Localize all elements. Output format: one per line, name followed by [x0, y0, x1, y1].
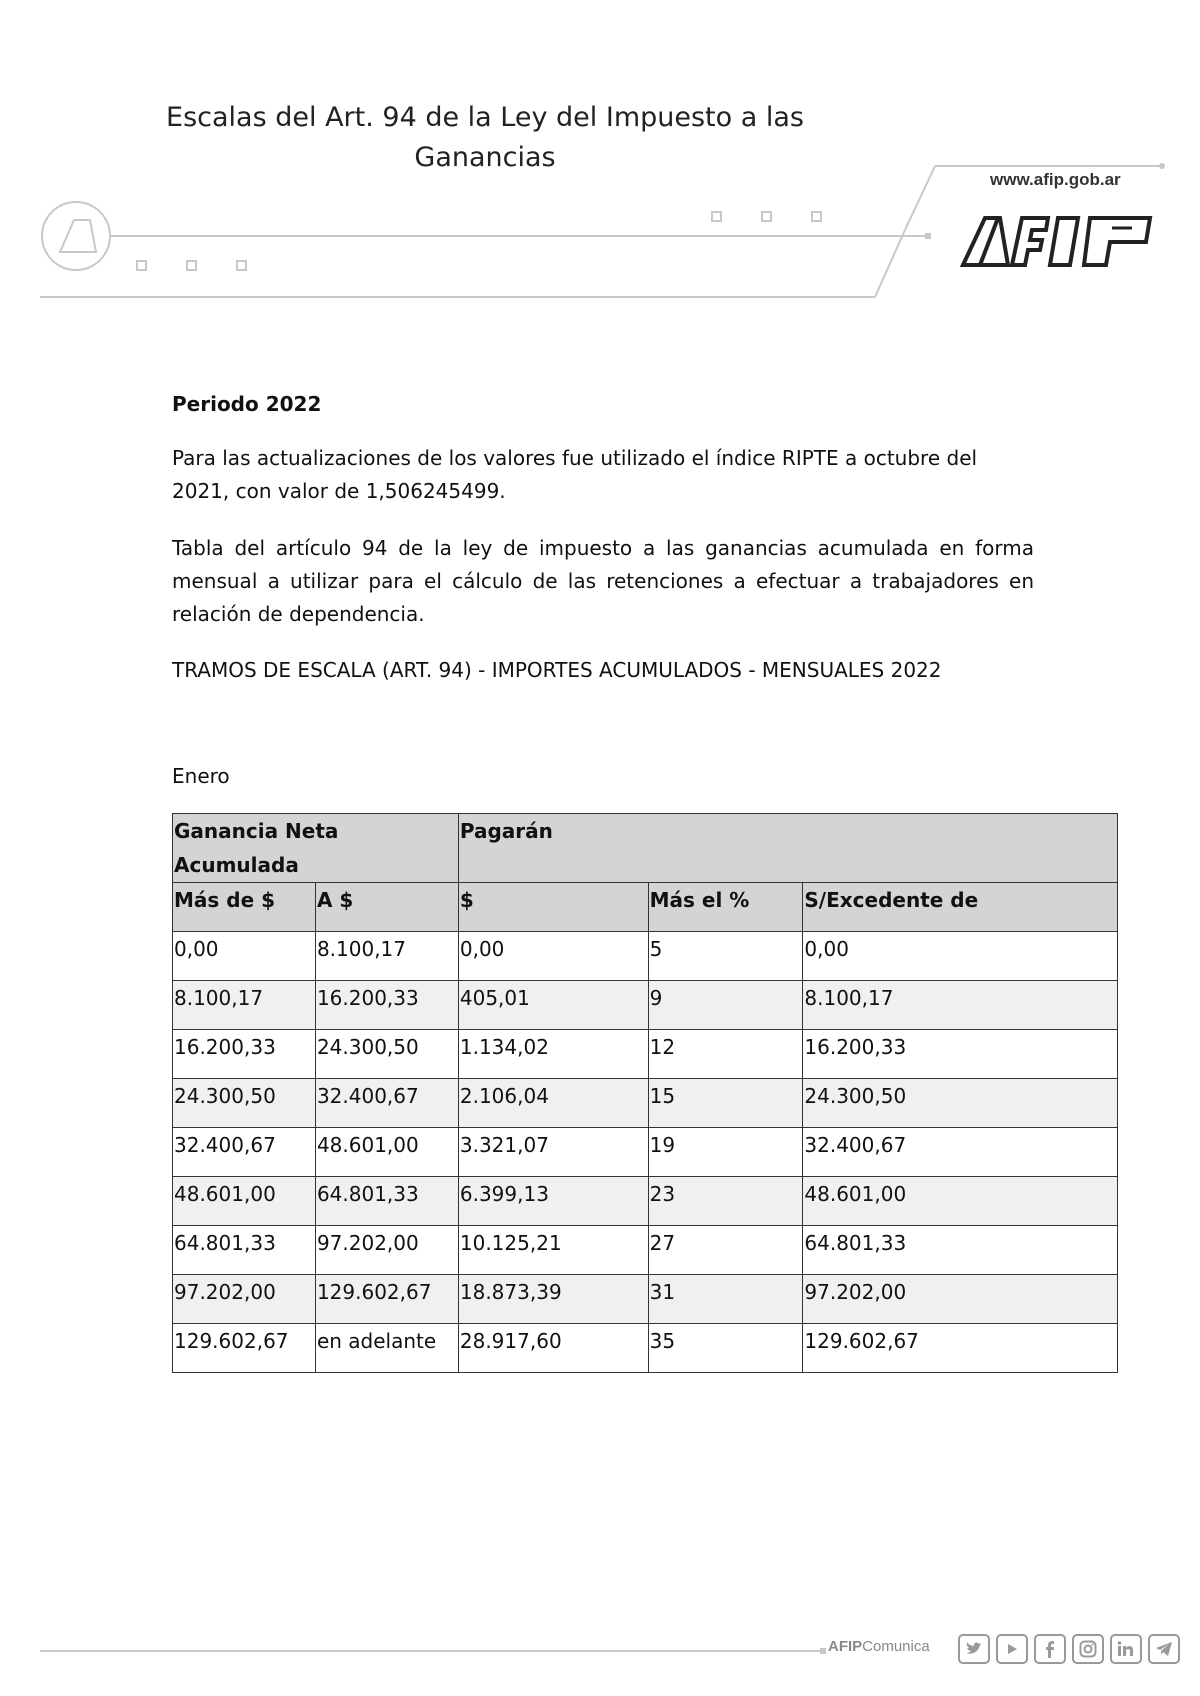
- table-cell: 48.601,00: [803, 1177, 1118, 1226]
- table-cell: 48.601,00: [173, 1177, 316, 1226]
- table-cell: 5: [648, 932, 803, 981]
- month-label: Enero: [172, 764, 230, 788]
- footer-brand: [828, 1638, 930, 1655]
- youtube-icon[interactable]: [996, 1634, 1028, 1664]
- table-cell: 12: [648, 1030, 803, 1079]
- linkedin-icon[interactable]: [1110, 1634, 1142, 1664]
- table-cell: 8.100,17: [803, 981, 1118, 1030]
- table-cell: 8.100,17: [173, 981, 316, 1030]
- column-header: A $: [315, 883, 458, 932]
- table-cell: 32.400,67: [173, 1128, 316, 1177]
- table-cell: 32.400,67: [315, 1079, 458, 1128]
- footer-brand-bold: AFIP: [828, 1638, 863, 1655]
- tabla-paragraph: Tabla del artículo 94 de la ley de impuesto a las ganancias acumulada en forma mensual a utilizar para el cálculo de las retenciones a efectuar a trabajadores en relación de dependencia.: [172, 536, 1034, 626]
- table-cell: 15: [648, 1079, 803, 1128]
- table-cell: 2.106,04: [458, 1079, 648, 1128]
- table-cell: 0,00: [173, 932, 316, 981]
- tax-scale-table: [172, 813, 1118, 1373]
- table-cell: 24.300,50: [173, 1079, 316, 1128]
- column-header: Más de $: [173, 883, 316, 932]
- table-row: [173, 1030, 1118, 1079]
- table-cell: 24.300,50: [315, 1030, 458, 1079]
- site-url[interactable]: www.afip.gob.ar: [990, 170, 1121, 189]
- table-cell: 10.125,21: [458, 1226, 648, 1275]
- table-row: [173, 932, 1118, 981]
- table-cell: 27: [648, 1226, 803, 1275]
- table-cell: 405,01: [458, 981, 648, 1030]
- table-cell: 129.602,67: [315, 1275, 458, 1324]
- table-row: [173, 1275, 1118, 1324]
- table-cell: 0,00: [458, 932, 648, 981]
- table-cell: 24.300,50: [803, 1079, 1118, 1128]
- table-cell: 23: [648, 1177, 803, 1226]
- table-cell: 64.801,33: [315, 1177, 458, 1226]
- table-cell: 8.100,17: [315, 932, 458, 981]
- telegram-icon[interactable]: [1148, 1634, 1180, 1664]
- table-row: [173, 1324, 1118, 1373]
- tramos-title: TRAMOS DE ESCALA (ART. 94) - IMPORTES ACUMULADOS - MENSUALES 2022: [172, 658, 942, 682]
- group-header-ganancia: Ganancia Neta Acumulada: [173, 814, 459, 883]
- table-cell: 28.917,60: [458, 1324, 648, 1373]
- column-header: S/Excedente de: [803, 883, 1118, 932]
- column-header: Más el %: [648, 883, 803, 932]
- footer-divider: [40, 1648, 830, 1654]
- table-cell: 3.321,07: [458, 1128, 648, 1177]
- table-cell: 1.134,02: [458, 1030, 648, 1079]
- table-cell: 6.399,13: [458, 1177, 648, 1226]
- table-cell: 9: [648, 981, 803, 1030]
- table-row: [173, 1079, 1118, 1128]
- table-cell: 16.200,33: [315, 981, 458, 1030]
- instagram-icon[interactable]: [1072, 1634, 1104, 1664]
- table-row: [173, 981, 1118, 1030]
- table-cell: 64.801,33: [803, 1226, 1118, 1275]
- table-cell: 35: [648, 1324, 803, 1373]
- table-cell: 19: [648, 1128, 803, 1177]
- table-cell: 129.602,67: [173, 1324, 316, 1373]
- table-cell: 129.602,67: [803, 1324, 1118, 1373]
- table-column-header-row: [173, 883, 1118, 932]
- group-header-pagaran: Pagarán: [458, 814, 1117, 883]
- table-row: [173, 1177, 1118, 1226]
- column-header: $: [458, 883, 648, 932]
- table-cell: 16.200,33: [803, 1030, 1118, 1079]
- facebook-icon[interactable]: [1034, 1634, 1066, 1664]
- table-group-header-row: [173, 814, 1118, 883]
- social-icons: [958, 1634, 1180, 1664]
- table-cell: 31: [648, 1275, 803, 1324]
- table-cell: 97.202,00: [315, 1226, 458, 1275]
- table-cell: 97.202,00: [173, 1275, 316, 1324]
- twitter-icon[interactable]: [958, 1634, 990, 1664]
- table-row: [173, 1128, 1118, 1177]
- table-cell: 48.601,00: [315, 1128, 458, 1177]
- afip-logo: [960, 210, 1160, 270]
- table-cell: 18.873,39: [458, 1275, 648, 1324]
- table-cell: 0,00: [803, 932, 1118, 981]
- table-cell: 97.202,00: [803, 1275, 1118, 1324]
- footer-brand-light: Comunica: [862, 1638, 930, 1655]
- ripte-paragraph: Para las actualizaciones de los valores fue utilizado el índice RIPTE a octubre del 2021, con valor de 1,506245499.: [172, 446, 978, 503]
- table-cell: en adelante: [315, 1324, 458, 1373]
- table-row: [173, 1226, 1118, 1275]
- page-title: Escalas del Art. 94 de la Ley del Impuesto a las Ganancias: [166, 102, 804, 173]
- table-cell: 64.801,33: [173, 1226, 316, 1275]
- table-cell: 16.200,33: [173, 1030, 316, 1079]
- table-cell: 32.400,67: [803, 1128, 1118, 1177]
- period-heading: Periodo 2022: [172, 392, 322, 416]
